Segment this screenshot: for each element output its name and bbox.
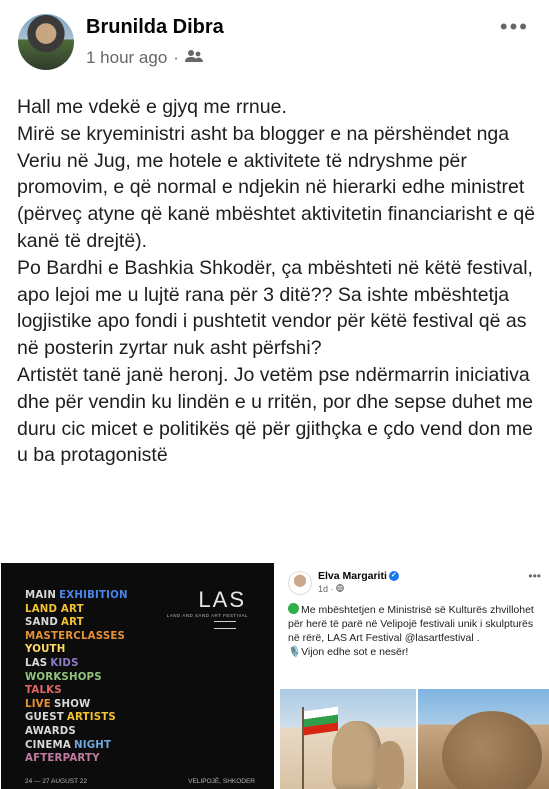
shared-time: 1d <box>318 584 329 594</box>
author-name[interactable]: Brunilda Dibra <box>86 16 224 38</box>
verified-icon: ✓ <box>389 571 399 581</box>
sand-face-photo <box>418 689 549 789</box>
poster-program-list <box>25 589 131 766</box>
poster-program-item <box>25 589 131 603</box>
poster-program-item <box>25 725 131 739</box>
poster-word: LIVE <box>25 698 51 710</box>
post-paragraph: Hall me vdekë e gjyq me rrnue. <box>17 96 287 118</box>
globe-icon <box>336 584 344 594</box>
meta-separator: · <box>173 48 179 67</box>
poster-program-item <box>25 711 131 725</box>
shared-text-line: Me mbështetjen e Ministrisë së Kulturës zhvillohet për herë të parë në Velipojë festivali unik i skulpturës në rërë, LAS Art Festival @lasartfestival . <box>288 604 534 644</box>
poster-word: SHOW <box>53 698 91 710</box>
poster-program-item <box>25 684 131 698</box>
poster-word: CINEMA <box>25 739 71 751</box>
poster-word: LAND ART <box>25 603 84 615</box>
green-circle-icon <box>288 603 299 614</box>
shared-author-name: Elva Margariti <box>318 570 387 582</box>
poster-word: WORKSHOPS <box>25 671 102 683</box>
poster-word: EXHIBITION <box>59 590 128 601</box>
poster-footer <box>25 778 255 785</box>
poster-word: MASTERCLASSES <box>25 630 126 642</box>
post-media[interactable] <box>0 563 549 789</box>
shared-meta <box>318 584 344 594</box>
poster-program-item <box>25 657 131 671</box>
poster-program-item <box>25 739 131 753</box>
poster-word: YOUTH <box>25 644 66 656</box>
poster-location: VELIPOJË, SHKODER <box>188 778 255 785</box>
shared-text-line: Vijon edhe sot e nesër! <box>301 646 409 658</box>
sand-sculpture-photo <box>280 689 416 789</box>
wave-icon <box>214 621 236 629</box>
festival-poster-image[interactable] <box>1 563 274 789</box>
poster-dates: 24 — 27 AUGUST 22 <box>25 778 88 785</box>
flag-image <box>304 707 338 736</box>
poster-word: TALKS <box>25 685 62 697</box>
sculpture-face <box>442 711 542 789</box>
las-logo: LAS <box>198 587 246 612</box>
shared-post-screenshot[interactable] <box>278 563 549 789</box>
sculpture-figure <box>332 721 382 789</box>
shared-avatar <box>288 571 312 595</box>
poster-program-item <box>25 616 131 630</box>
post-options-button[interactable]: ••• <box>499 14 529 39</box>
poster-word: NIGHT <box>73 739 112 751</box>
poster-program-item <box>25 630 131 644</box>
avatar[interactable] <box>18 14 74 70</box>
poster-program-item <box>25 643 131 657</box>
poster-program-item <box>25 698 131 712</box>
poster-word: LAS <box>25 657 48 669</box>
post-paragraph: Po Bardhi e Bashkia Shkodër, ça mbështeti në këtë festival, apo lejoi me u lujtë rana për 3 ditë?? Sa ishte mbështetja logjistike apo fondi i pushtetit vendor për këtë festival që as në posterin zyrtar nuk asht përfshi? <box>17 256 533 360</box>
shared-author <box>318 570 399 582</box>
poster-word: ARTISTS <box>66 712 116 724</box>
poster-word: ART <box>61 617 84 629</box>
sculpture-figure <box>376 741 404 789</box>
shared-options-icon: ••• <box>528 569 541 583</box>
post-time[interactable]: 1 hour ago <box>86 48 168 67</box>
poster-word: AFTERPARTY <box>25 753 100 765</box>
shared-separator: · <box>330 584 334 594</box>
las-logo-subtitle: LAND AND SAND ART FESTIVAL <box>166 613 248 618</box>
poster-word: KIDS <box>50 657 79 669</box>
poster-word: SAND <box>25 617 59 629</box>
friends-icon[interactable] <box>185 48 203 68</box>
shared-text <box>288 603 540 659</box>
poster-program-item <box>25 603 131 617</box>
poster-word: AWARDS <box>25 725 76 737</box>
poster-program-item <box>25 752 131 766</box>
post-paragraph: Mirë se kryeministri asht ba blogger e na përshëndet nga Veriu në Jug, me hotele e aktivitete të ndryshme për promovim, e që normal e ndjekin në hierarki edhe ministret (përveç atyne që kanë mbështet aktivitetin financiarisht e që kanë të drejtë). <box>17 122 536 252</box>
post-paragraph: Artistët tanë janë heronj. Jo vetëm pse ndërmarrin iniciativa dhe për vendin ku lindën e u rritën, por dhe sepse duhet me duru cic micet e politikës që për gjithçka e çdo vend don me u ba protagonistë <box>17 363 534 467</box>
poster-word: GUEST <box>25 712 64 724</box>
poster-word: MAIN <box>25 590 57 601</box>
microphone-icon: 🎙️ <box>288 646 302 658</box>
poster-program-item <box>25 671 131 685</box>
post-meta <box>86 48 203 68</box>
post-text <box>17 94 537 469</box>
